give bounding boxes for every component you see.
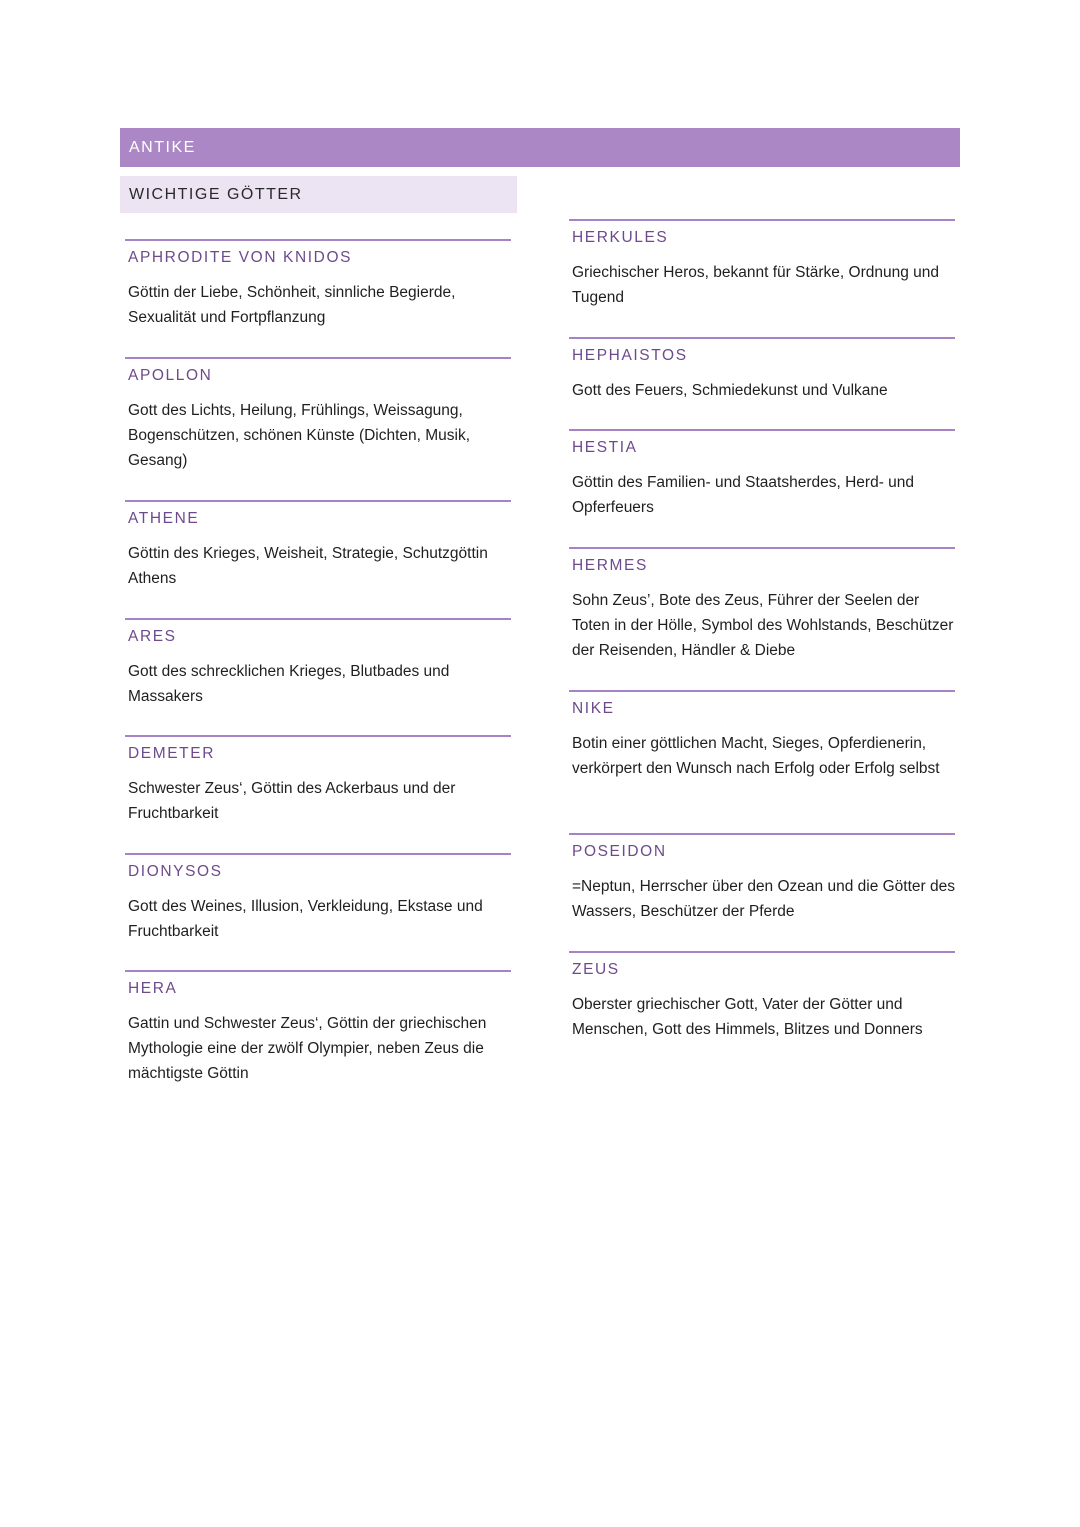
deity-entry-apollon	[125, 357, 511, 473]
deity-name: DIONYSOS	[128, 863, 223, 880]
divider	[125, 357, 511, 359]
divider	[569, 951, 955, 953]
divider	[569, 690, 955, 692]
deity-name: ARES	[128, 628, 177, 645]
deity-name: APOLLON	[128, 367, 213, 384]
divider	[569, 547, 955, 549]
deity-entry-demeter	[125, 735, 511, 826]
deity-description: Gott des Feuers, Schmiedekunst und Vulkane	[572, 382, 888, 399]
deity-description: Gott des Lichts, Heilung, Frühlings, Weissagung, Bogenschützen, schönen Künste (Dichten, Musik, Gesang)	[128, 402, 471, 469]
divider	[569, 337, 955, 339]
deity-name: HESTIA	[572, 439, 638, 456]
page-title-banner: ANTIKE	[120, 128, 960, 167]
deity-entry-ares	[125, 618, 511, 709]
deity-entry-poseidon	[569, 833, 955, 924]
deity-entry-dionysos	[125, 853, 511, 944]
section-heading: WICHTIGE GÖTTER	[120, 176, 517, 213]
deity-description: Sohn Zeus’, Bote des Zeus, Führer der Seelen der Toten in der Hölle, Symbol des Wohlstands, Beschützer der Reisenden, Händler & Diebe	[572, 592, 954, 659]
deity-description: Gott des Weines, Illusion, Verkleidung, Ekstase und Fruchtbarkeit	[128, 898, 483, 940]
deity-entry-aphrodite	[125, 239, 511, 330]
deity-entry-athene	[125, 500, 511, 591]
deity-description: Griechischer Heros, bekannt für Stärke, Ordnung und Tugend	[572, 264, 940, 306]
divider	[125, 239, 511, 241]
deity-name: ATHENE	[128, 510, 200, 527]
deity-description: Göttin der Liebe, Schönheit, sinnliche Begierde, Sexualität und Fortpflanzung	[128, 284, 456, 326]
deity-entry-hera	[125, 970, 511, 1086]
deity-description: Oberster griechischer Gott, Vater der Götter und Menschen, Gott des Himmels, Blitzes und Donners	[572, 996, 923, 1038]
deity-entry-hermes	[569, 547, 955, 663]
divider	[125, 853, 511, 855]
deity-name: NIKE	[572, 700, 615, 717]
divider	[125, 500, 511, 502]
deity-name: POSEIDON	[572, 843, 667, 860]
divider	[125, 970, 511, 972]
deity-description: Botin einer göttlichen Macht, Sieges, Opferdienerin, verkörpert den Wunsch nach Erfolg oder Erfolg selbst	[572, 735, 940, 777]
deity-name: HEPHAISTOS	[572, 347, 688, 364]
deity-description: Gott des schrecklichen Krieges, Blutbades und Massakers	[128, 663, 450, 705]
deity-name: HERA	[128, 980, 178, 997]
deity-description: Göttin des Krieges, Weisheit, Strategie, Schutzgöttin Athens	[128, 545, 488, 587]
deity-entry-hephaistos	[569, 337, 955, 403]
divider	[569, 219, 955, 221]
deity-name: HERKULES	[572, 229, 669, 246]
deity-name: APHRODITE VON KNIDOS	[128, 249, 353, 266]
divider	[569, 833, 955, 835]
divider	[125, 735, 511, 737]
deity-entry-zeus	[569, 951, 955, 1042]
divider	[125, 618, 511, 620]
deity-entry-hestia	[569, 429, 955, 520]
deity-name: DEMETER	[128, 745, 215, 762]
deity-name: ZEUS	[572, 961, 620, 978]
deity-description: Schwester Zeus‘, Göttin des Ackerbaus und der Fruchtbarkeit	[128, 780, 456, 822]
deity-description: Göttin des Familien- und Staatsherdes, Herd- und Opferfeuers	[572, 474, 915, 516]
divider	[569, 429, 955, 431]
deity-description: =Neptun, Herrscher über den Ozean und die Götter des Wassers, Beschützer der Pferde	[572, 878, 955, 920]
deity-name: HERMES	[572, 557, 648, 574]
deity-entry-nike	[569, 690, 955, 781]
deity-entry-herkules	[569, 219, 955, 310]
deity-description: Gattin und Schwester Zeus‘, Göttin der griechischen Mythologie eine der zwölf Olympier, neben Zeus die mächtigste Göttin	[128, 1015, 487, 1082]
